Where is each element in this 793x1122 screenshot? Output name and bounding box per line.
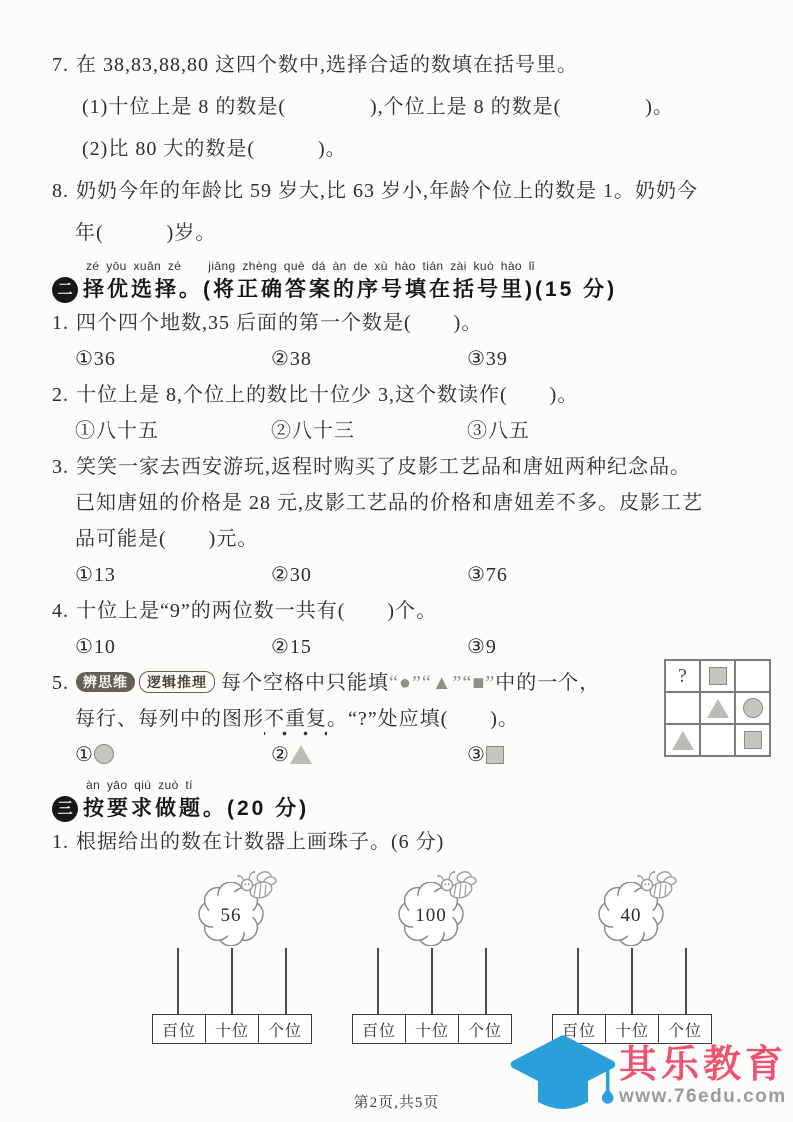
question-text: 奶奶今年的年龄比 59 岁大,比 63 岁小,年龄个位上的数是 1。奶奶今 [76, 180, 698, 202]
question-text-line3: 品可能是( )元。 [75, 528, 259, 550]
question-8 [52, 170, 757, 254]
question-number: 1. [52, 831, 69, 853]
question-text: 笑笑一家去西安游玩,返程时购买了皮影工艺品和唐妞两种纪念品。 [76, 456, 691, 478]
option-3: ③9 [467, 636, 497, 658]
counter-rods [152, 948, 312, 1014]
thinking-skill-badge: 辨思维 [76, 672, 135, 692]
question-7-sub2: (2)比 80 大的数是( )。 [82, 138, 347, 160]
triangle-shape [672, 731, 694, 750]
question-number: 8. [52, 180, 69, 202]
counter-40 [552, 870, 712, 1044]
counter-100 [352, 870, 512, 1044]
bee-icon [436, 868, 478, 904]
question-text: 四个四个地数,35 后面的第一个数是( )。 [76, 312, 483, 334]
question-number: 1. [52, 312, 69, 334]
counter-rods [552, 948, 712, 1014]
ones-label: 个位 [658, 1015, 711, 1043]
tens-label: 十位 [205, 1015, 258, 1043]
option-2: ②30 [271, 564, 312, 586]
question-text-line2: 每行、每列中的图形不重复。“?”处应填( )。 [52, 701, 757, 737]
square-token: “■” [462, 672, 496, 694]
logic-grid [664, 659, 771, 757]
option-1: ① [75, 737, 271, 773]
option-3: ③39 [467, 348, 508, 370]
circle-shape [743, 698, 763, 718]
hundreds-label: 百位 [161, 1022, 196, 1040]
section-3-header [52, 794, 757, 824]
question-number: 5. [52, 672, 69, 694]
option-1: ①八十五 [75, 420, 159, 442]
bee-icon [236, 868, 278, 904]
section-2-number-icon: 二 [52, 277, 78, 303]
counter-value: 56 [220, 905, 242, 926]
logic-reasoning-badge: 逻辑推理 [139, 671, 215, 693]
triangle-shape [290, 745, 312, 764]
counter-value: 100 [415, 905, 447, 926]
s2-question-5 [52, 665, 757, 773]
question-7-sub1: (1)十位上是 8 的数是( ),个位上是 8 的数是( )。 [82, 96, 674, 118]
question-number: 4. [52, 600, 69, 622]
square-shape [709, 667, 727, 685]
triangle-shape [707, 699, 729, 718]
circle-shape [94, 744, 114, 764]
question-number: 7. [52, 54, 69, 76]
question-number: 3. [52, 456, 69, 478]
square-shape [486, 746, 504, 764]
s2-q2-options [52, 413, 757, 449]
grid-cell [735, 692, 770, 724]
question-text: 十位上是“9”的两位数一共有( )个。 [76, 600, 438, 622]
question-text: 十位上是 8,个位上的数比十位少 3,这个数读作( )。 [76, 384, 579, 406]
grid-cell [735, 724, 770, 756]
option-2: ② [271, 737, 467, 773]
option-1: ①13 [75, 564, 116, 586]
option-2: ②八十三 [271, 420, 355, 442]
question-text-line2: 已知唐妞的价格是 28 元,皮影工艺品的价格和唐妞差不多。皮影工艺 [75, 492, 703, 514]
circle-token: “●” [389, 672, 422, 694]
grid-cell [700, 660, 735, 692]
grid-cell [700, 692, 735, 724]
section-3-pinyin: àn yāo qiú zuò tí [86, 778, 193, 792]
hundreds-label: 百位 [561, 1022, 596, 1040]
logo-url: www.76edu.com [618, 1086, 787, 1107]
counter-base [352, 1014, 512, 1044]
square-shape [744, 731, 762, 749]
s2-question-2 [52, 377, 757, 413]
grid-cell [735, 660, 770, 692]
option-2: ②15 [271, 636, 312, 658]
s2-question-1 [52, 305, 757, 341]
bee-icon [636, 868, 678, 904]
s3-question-1 [52, 824, 757, 860]
section-3-number-icon: 三 [52, 796, 78, 822]
section-2-pinyin: zé yōu xuǎn zé jiāng zhèng què dá àn de xù hào tián zài kuò hào lǐ [86, 259, 535, 273]
triangle-token: “▲” [421, 672, 463, 694]
grid-cell [665, 724, 700, 756]
option-3: ③八五 [467, 420, 530, 442]
hundreds-label: 百位 [361, 1022, 396, 1040]
ones-label: 个位 [258, 1015, 311, 1043]
section-2-header [52, 275, 757, 305]
option-1: ①10 [75, 636, 116, 658]
s2-question-4 [52, 593, 757, 629]
question-7 [52, 44, 757, 170]
question-text: 根据给出的数在计数器上画珠子。(6 分) [76, 831, 445, 853]
question-text: 在 38,83,88,80 这四个数中,选择合适的数填在括号里。 [76, 54, 578, 76]
counting-devices [152, 870, 757, 1044]
graduation-cap-icon [509, 1034, 617, 1118]
logo-name: 其乐教育 [618, 1044, 787, 1086]
section-2-title: 择优选择。(将正确答案的序号填在括号里)(15 分) [83, 278, 618, 301]
question-8-line2: 年( )岁。 [75, 222, 217, 244]
s2-q5-options [52, 737, 757, 773]
option-2: ②38 [271, 348, 312, 370]
counter-56 [152, 870, 312, 1044]
section-3-title: 按要求做题。(20 分) [83, 797, 310, 820]
grid-cell: ? [665, 660, 700, 692]
option-3: ③ [467, 737, 663, 773]
question-number: 2. [52, 384, 69, 406]
site-logo [509, 1034, 787, 1118]
tens-label: 十位 [405, 1015, 458, 1043]
s2-q3-options [52, 557, 757, 593]
s2-q1-options [52, 341, 757, 377]
ones-label: 个位 [458, 1015, 511, 1043]
counter-rods [352, 948, 512, 1014]
option-1: ①36 [75, 348, 116, 370]
counter-base [152, 1014, 312, 1044]
option-3: ③76 [467, 564, 508, 586]
counter-value: 40 [620, 905, 642, 926]
page-number: 第2页,共5页 [353, 1095, 440, 1111]
emphasized-text: 不重复 [264, 708, 327, 736]
tens-label: 十位 [605, 1015, 658, 1043]
s2-q4-options [52, 629, 757, 665]
grid-cell [665, 692, 700, 724]
s2-question-3 [52, 449, 757, 557]
question-text: 辨思维 逻辑推理 每个空格中只能填“●”“▲”“■”中的一个， [76, 665, 600, 701]
grid-cell [700, 724, 735, 756]
